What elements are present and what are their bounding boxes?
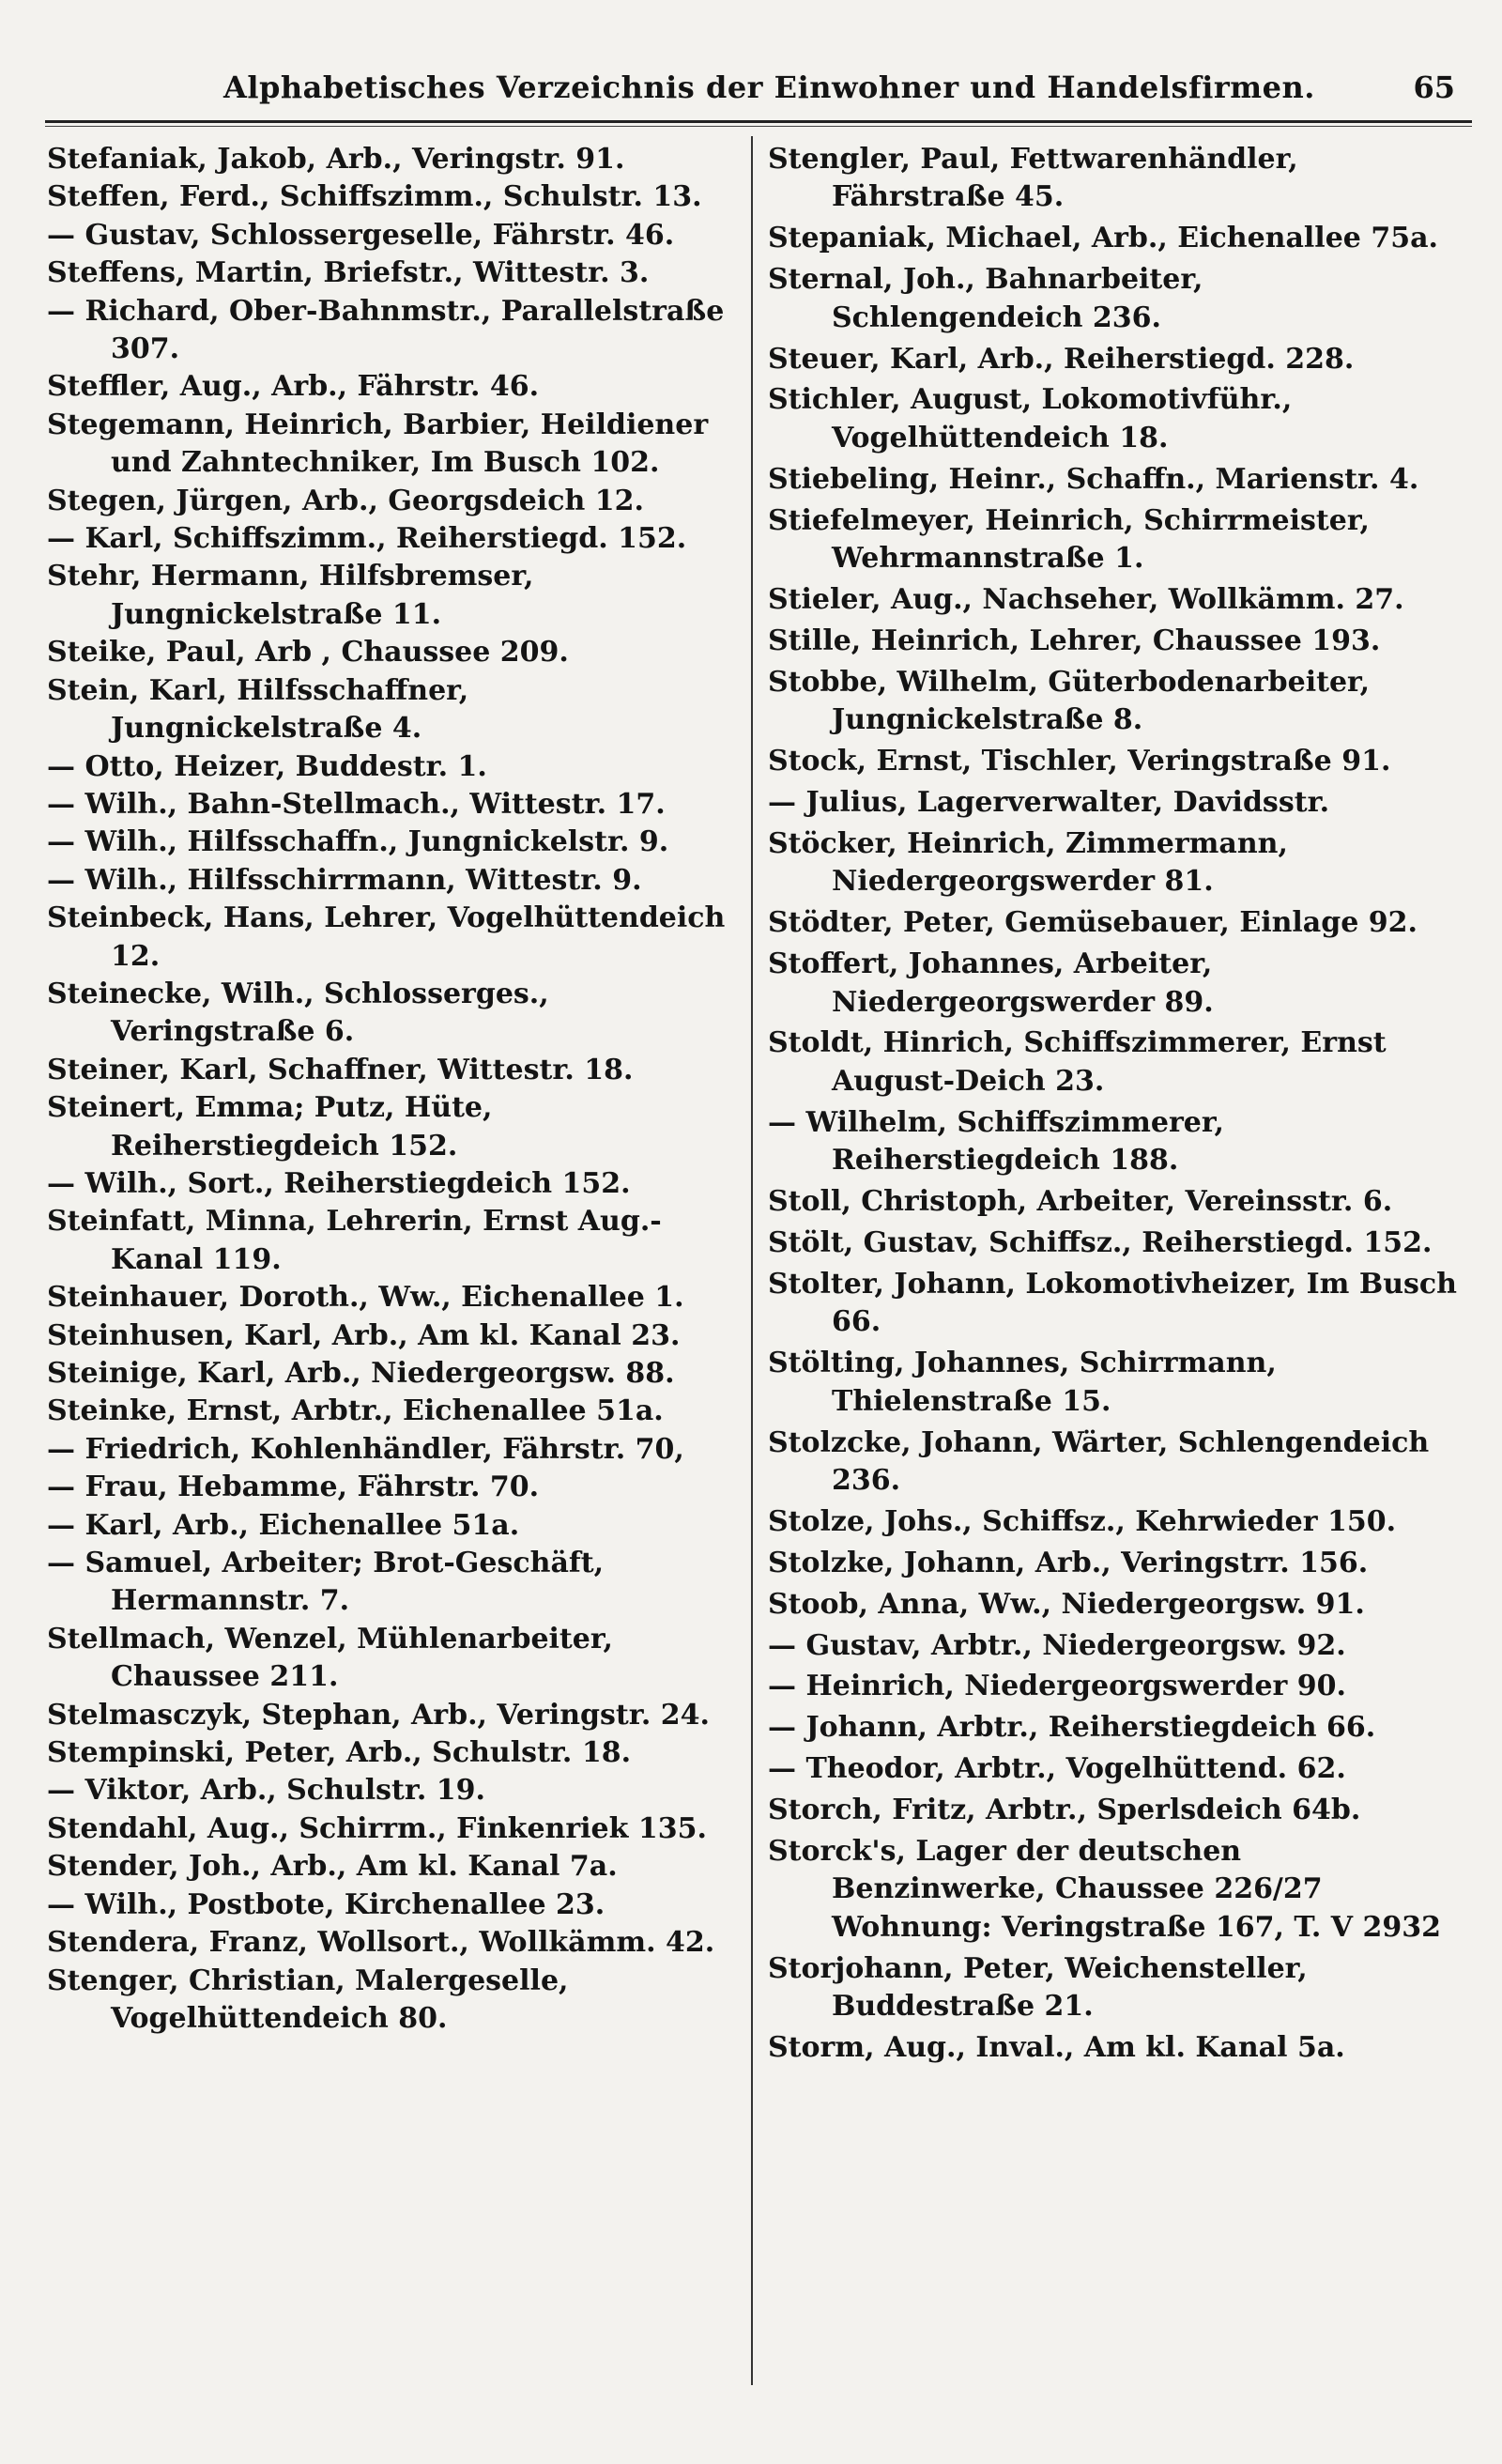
- directory-entry: Stender, Joh., Arb., Am kl. Kanal 7a.: [47, 1850, 618, 1884]
- directory-entry: Steinert, Emma; Putz, Hüte, Reiherstiegdeich 152.: [47, 1091, 493, 1163]
- directory-entry: — Wilh., Bahn-Stellmach., Wittestr. 17.: [47, 787, 666, 821]
- directory-entry: Stichler, August, Lokomotivführ., Vogelhüttendeich 18.: [768, 383, 1293, 454]
- directory-entry: Stehr, Hermann, Hilfsbremser, Jungnickelstraße 11.: [47, 560, 534, 631]
- directory-entry: — Karl, Arb., Eichenallee 51a.: [47, 1508, 520, 1542]
- directory-entry: Stölt, Gustav, Schiffsz., Reiherstiegd. 152.: [768, 1225, 1433, 1259]
- directory-entry: Stölting, Johannes, Schirrmann, Thielenstraße 15.: [768, 1347, 1277, 1418]
- directory-entry: Stille, Heinrich, Lehrer, Chaussee 193.: [768, 624, 1381, 657]
- directory-entry: — Wilh., Sort., Reiherstiegdeich 152.: [47, 1166, 631, 1200]
- page-title: Alphabetisches Verzeichnis der Einwohner und Handelsfirmen.: [223, 69, 1315, 105]
- directory-entry: — Gustav, Arbtr., Niedergeorgsw. 92.: [768, 1628, 1346, 1662]
- directory-entry: — Heinrich, Niedergeorgswerder 90.: [768, 1670, 1346, 1703]
- directory-entry: Stoob, Anna, Ww., Niedergeorgsw. 91.: [768, 1587, 1365, 1621]
- column-divider: [751, 136, 753, 2385]
- directory-entry: — Samuel, Arbeiter; Brot-Geschäft, Hermannstr. 7.: [47, 1547, 605, 1618]
- directory-entry: Steuer, Karl, Arb., Reiherstiegd. 228.: [768, 342, 1355, 376]
- directory-entry: Stendahl, Aug., Schirrm., Finkenriek 135.: [47, 1811, 707, 1845]
- directory-entry: Stepaniak, Michael, Arb., Eichenallee 75a.: [768, 222, 1438, 255]
- page-header: [45, 66, 1455, 113]
- directory-entry: Stolze, Johs., Schiffsz., Kehrwieder 150.: [768, 1504, 1397, 1538]
- directory-entry: Stolter, Johann, Lokomotivheizer, Im Busch 66.: [768, 1267, 1457, 1339]
- directory-entry: Storck's, Lager der deutschen Benzinwerke, Chaussee 226/27 Wohnung: Veringstraße 167, T. V 2932: [768, 1835, 1441, 1944]
- directory-entry: — Johann, Arbtr., Reiherstiegdeich 66.: [768, 1711, 1376, 1745]
- directory-entry: Stefaniak, Jakob, Arb., Veringstr. 91.: [47, 143, 625, 176]
- directory-entry: Stieler, Aug., Nachseher, Wollkämm. 27.: [768, 582, 1404, 616]
- directory-entry: Stöcker, Heinrich, Zimmermann, Niedergeorgswerder 81.: [768, 826, 1288, 899]
- directory-entry: Stendera, Franz, Wollsort., Wollkämm. 42.: [47, 1926, 715, 1960]
- directory-entry: Stellmach, Wenzel, Mühlenarbeiter, Chaussee 211.: [47, 1622, 613, 1694]
- directory-entry: Steffens, Martin, Briefstr., Wittestr. 3.: [47, 256, 650, 290]
- directory-entry: Steike, Paul, Arb , Chaussee 209.: [47, 636, 569, 670]
- directory-entry: — Gustav, Schlossergeselle, Fährstr. 46.: [47, 218, 675, 252]
- directory-entry: Steinfatt, Minna, Lehrerin, Ernst Aug.-Kanal 119.: [47, 1205, 662, 1276]
- directory-entry: — Friedrich, Kohlenhändler, Fährstr. 70,: [47, 1432, 684, 1466]
- directory-entry: Steinhusen, Karl, Arb., Am kl. Kanal 23.: [47, 1318, 681, 1352]
- header-rule: [45, 120, 1472, 123]
- directory-entry: Stiefelmeyer, Heinrich, Schirrmeister, Wehrmannstraße 1.: [768, 503, 1370, 576]
- directory-entry: Stolzke, Johann, Arb., Veringstrr. 156.: [768, 1546, 1369, 1579]
- directory-entry: Stegemann, Heinrich, Barbier, Heildiener und Zahntechniker, Im Busch 102.: [47, 408, 709, 480]
- directory-entry: Stelmasczyk, Stephan, Arb., Veringstr. 24.: [47, 1698, 710, 1732]
- directory-entry: Steinige, Karl, Arb., Niedergeorgsw. 88.: [47, 1357, 675, 1390]
- directory-entry: Stobbe, Wilhelm, Güterbodenarbeiter, Jungnickelstraße 8.: [768, 665, 1371, 737]
- directory-entry: Stödter, Peter, Gemüsebauer, Einlage 92.: [768, 906, 1418, 940]
- directory-entry: Stolzcke, Johann, Wärter, Schlengendeich 236.: [768, 1425, 1430, 1497]
- directory-entry: Steiner, Karl, Schaffner, Wittestr. 18.: [47, 1053, 634, 1086]
- directory-entry: Steffler, Aug., Arb., Fährstr. 46.: [47, 370, 540, 404]
- page-number: 65: [1413, 69, 1455, 105]
- directory-entry: Stiebeling, Heinr., Schaffn., Marienstr. 4.: [768, 462, 1419, 496]
- directory-entry: Steinecke, Wilh., Schlosserges., Veringstraße 6.: [47, 977, 549, 1049]
- directory-entry: — Otto, Heizer, Buddestr. 1.: [47, 749, 487, 783]
- directory-entry: — Theodor, Arbtr., Vogelhüttend. 62.: [768, 1752, 1346, 1786]
- directory-entry: Stock, Ernst, Tischler, Veringstraße 91.: [768, 745, 1391, 778]
- directory-entry: — Wilh., Hilfsschaffn., Jungnickelstr. 9.: [47, 825, 669, 859]
- directory-entry: Stein, Karl, Hilfsschaffner, Jungnickelstraße 4.: [47, 673, 469, 746]
- directory-entry: — Frau, Hebamme, Fährstr. 70.: [47, 1471, 540, 1504]
- directory-entry: — Wilh., Hilfsschirrmann, Wittestr. 9.: [47, 863, 642, 897]
- right-column: [768, 141, 1463, 2071]
- directory-entry: Storch, Fritz, Arbtr., Sperlsdeich 64b.: [768, 1794, 1361, 1827]
- header-rule-thin: [45, 126, 1472, 127]
- directory-entry: Storjohann, Peter, Weichensteller, Buddestraße 21.: [768, 1951, 1308, 2024]
- directory-entry: — Richard, Ober-Bahnmstr., Parallelstraße 307.: [47, 294, 725, 366]
- directory-entry: Sternal, Joh., Bahnarbeiter, Schlengendeich 236.: [768, 263, 1203, 334]
- directory-entry: Stenger, Christian, Malergeselle, Vogelhüttendeich 80.: [47, 1964, 569, 2035]
- directory-entry: Steinke, Ernst, Arbtr., Eichenallee 51a.: [47, 1394, 664, 1428]
- directory-entry: — Julius, Lagerverwalter, Davidsstr.: [768, 786, 1330, 819]
- directory-entry: — Wilhelm, Schiffszimmerer, Reiherstiegdeich 188.: [768, 1105, 1224, 1178]
- directory-entry: — Wilh., Postbote, Kirchenallee 23.: [47, 1887, 605, 1921]
- directory-entry: Stegen, Jürgen, Arb., Georgsdeich 12.: [47, 484, 644, 517]
- directory-entry: Storm, Aug., Inval., Am kl. Kanal 5a.: [768, 2031, 1345, 2065]
- directory-entry: Steinbeck, Hans, Lehrer, Vogelhüttendeich 12.: [47, 901, 726, 973]
- directory-entry: Stoldt, Hinrich, Schiffszimmerer, Ernst August-Deich 23.: [768, 1026, 1387, 1098]
- directory-entry: Steinhauer, Doroth., Ww., Eichenallee 1.: [47, 1281, 684, 1315]
- directory-entry: Stoll, Christoph, Arbeiter, Vereinsstr. 6.: [768, 1185, 1393, 1219]
- directory-entry: — Viktor, Arb., Schulstr. 19.: [47, 1774, 485, 1808]
- directory-entry: Stoffert, Johannes, Arbeiter, Niedergeorgswerder 89.: [768, 947, 1214, 1019]
- directory-entry: Stempinski, Peter, Arb., Schulstr. 18.: [47, 1736, 632, 1770]
- left-column: [47, 141, 740, 2038]
- directory-entry: — Karl, Schiffszimm., Reiherstiegd. 152.: [47, 522, 687, 556]
- directory-entry: Steffen, Ferd., Schiffszimm., Schulstr. 13.: [47, 180, 702, 214]
- directory-entry: Stengler, Paul, Fettwarenhändler, Fährstraße 45.: [768, 143, 1298, 214]
